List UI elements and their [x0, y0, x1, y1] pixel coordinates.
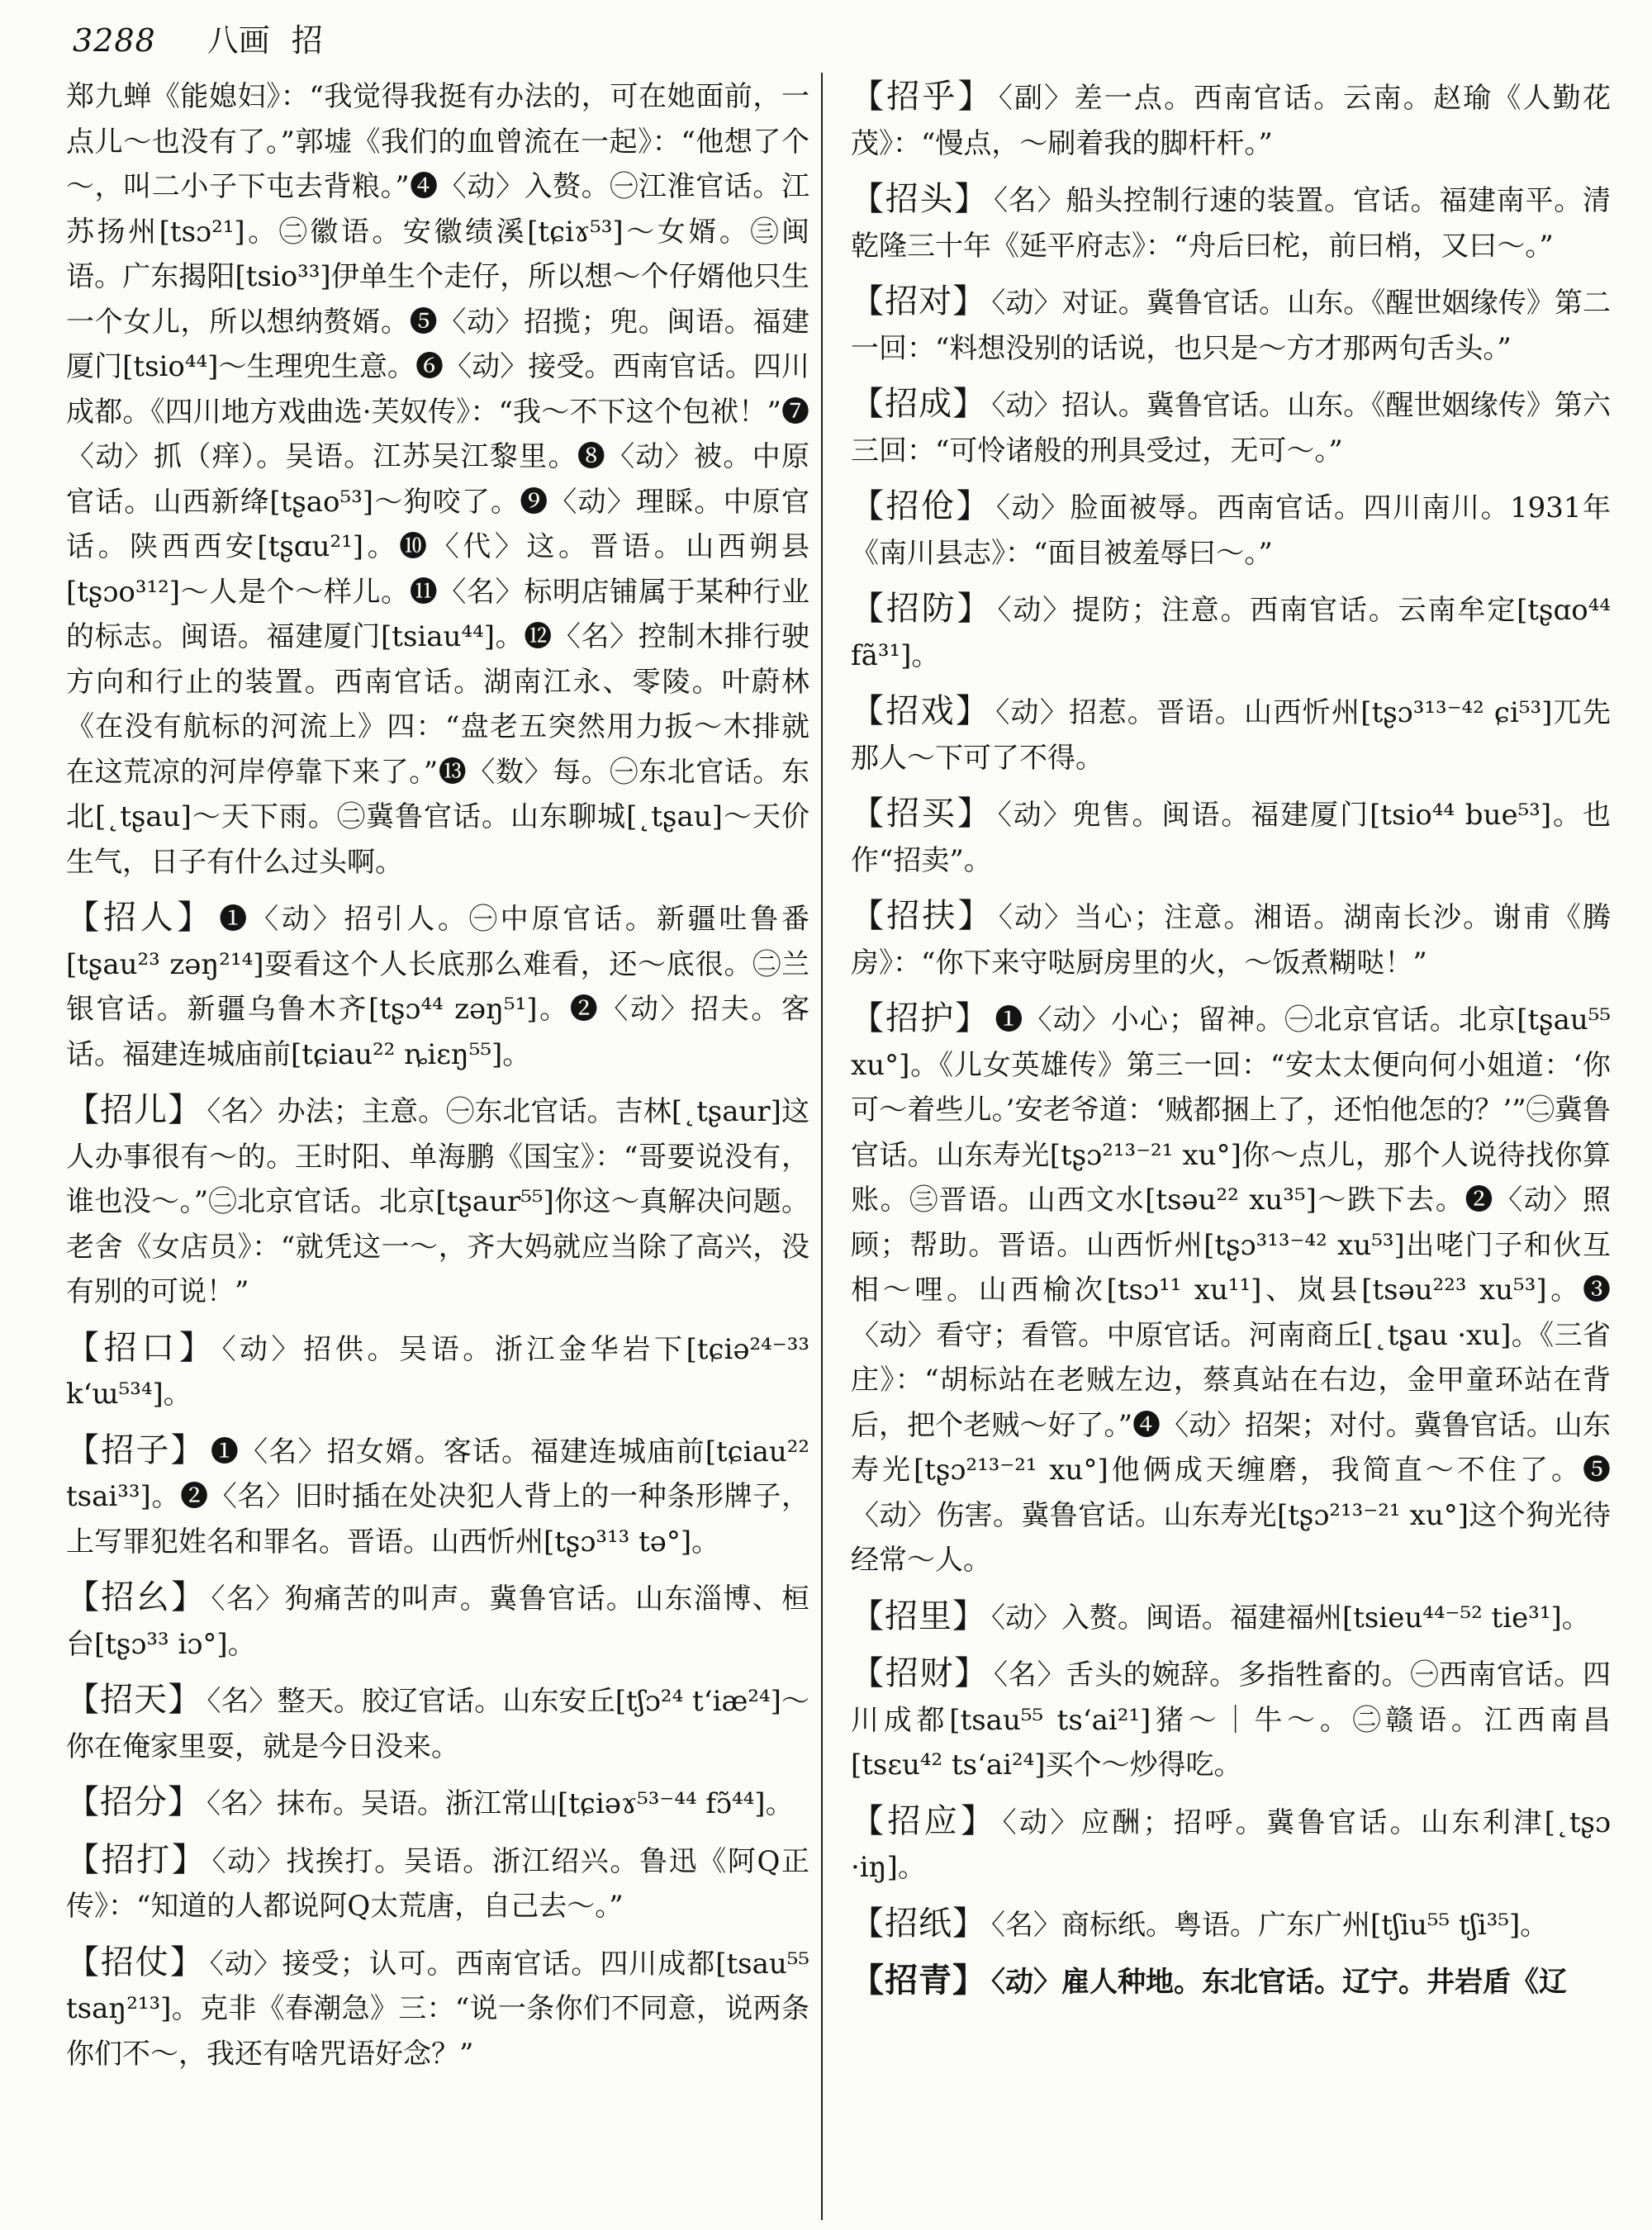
headword: 【招儿】	[66, 1091, 202, 1129]
entry-zhaocheng	[851, 382, 1611, 473]
headword: 【招戏】	[851, 692, 991, 730]
entry-text: 〈动〉雇人种地。东北官话。辽宁。井岩盾《辽	[991, 1966, 1567, 1999]
entry-zhaocai	[851, 1651, 1611, 1788]
headword: 【招口】	[66, 1328, 217, 1367]
entry-zhaoqing	[851, 1958, 1611, 2005]
headword: 【招分】	[66, 1783, 202, 1821]
entry-zhaoli	[851, 1594, 1611, 1641]
entry-zhaoying	[851, 1799, 1611, 1891]
entry-zhaokou	[66, 1326, 809, 1417]
entry-text: 〈动〉当心；注意。湘语。湖南长沙。谢甫《腾房》：“你下来守哒厨房里的火，～饭煮糊哒！”	[851, 901, 1612, 980]
entry-text: 〈动〉接受；认可。西南官话。四川成都[tsau⁵⁵ tsaŋ²¹³]。克非《春潮急》三：“说一条你们不同意，说两条你们不～，我还有啥咒语好念？”	[66, 1947, 809, 2071]
entry-text: 〈名〉商标纸。粤语。广东广州[tʃiu⁵⁵ tʃi³⁵]。	[991, 1908, 1549, 1942]
entry-continuation	[66, 74, 809, 885]
entry-text: 郑九蝉《能媳妇》：“我觉得我挺有办法的，可在她面前，一点儿～也没有了。”郭墟《我们的血曾流在一起》：“他想了个～，叫二小子下屯去背粮。”❹〈动〉入赘。㊀江淮官话。江苏扬州[tsɔ²¹]。㊁徽语。安徽绩溪[tɕiɤ⁵³]～女婿。㊂闽语。广东揭阳[tsio³³]伊单生个走仔，所以想～个仔婿他只生一个女儿，所以想纳赘婿。❺〈动〉招揽；兜。闽语。福建厦门[tsio⁴⁴]～生理兜生意。❻〈动〉接受。西南官话。四川成都。《四川地方戏曲选·芙奴传》：“我～不下这个包袱！”❼〈动〉抓（痒）。吴语。江苏吴江黎里。❽〈动〉被。中原官话。山西新绛[tʂao⁵³]～狗咬了。❾〈动〉理睬。中原官话。陕西西安[tʂɑu²¹]。❿〈代〉这。晋语。山西朔县[tʂɔo³¹²]～人是个～样儿。⓫〈名〉标明店铺属于某种行业的标志。闽语。福建厦门[tsiau⁴⁴]。⓬〈名〉控制木排行驶方向和行止的装置。西南官话。湖南江永、零陵。叶蔚林《在没有航标的河流上》四：“盘老五突然用力扳～木排就在这荒凉的河岸停靠下来了。”⓭〈数〉每。㊀东北官话。东北[˛tʂau]～天下雨。㊁冀鲁官话。山东聊城[˛tʂau]～天价生气，日子有什么过头啊。	[66, 80, 809, 879]
entry-zhaoyao	[66, 1575, 809, 1667]
headword: 【招打】	[66, 1840, 207, 1879]
entry-text: 〈名〉船头控制行速的装置。官话。福建南平。清乾隆三十年《延平府志》：“舟后曰柁，前曰梢，又曰～。”	[851, 184, 1612, 263]
entry-zhaocang	[851, 484, 1611, 576]
headword: 【招防】	[851, 590, 993, 628]
entry-text: ❶〈动〉小心；留神。㊀北京官话。北京[tʂau⁵⁵ xu°]。《儿女英雄传》第三一回：“安太太便向何小姐道：‘你可～着些儿。’安老爷道：‘贼都捆上了，还怕他怎的？’”㊁冀鲁官话。山东寿光[tʂɔ²¹³⁻²¹ xu°]你～点儿，那个人说待找你算账。㊂晋语。山西文水[tsəu²² xu³⁵]～跌下去。❷〈动〉照顾；帮助。晋语。山西忻州[tʂɔ³¹³⁻⁴² xu⁵³]出咾门子和伙互相～哩。山西榆次[tsɔ¹¹ xu¹¹]、岚县[tsəu²²³ xu⁵³]。❸〈动〉看守；看管。中原官话。河南商丘[˛tʂau ·xu]。《三省庄》：“胡标站在老贼左边，蔡真站在右边，金甲童环站在背后，把个老贼～好了。”❹〈动〉招架；对付。冀鲁官话。山东寿光[tʂɔ²¹³⁻²¹ xu°]他俩成天缠磨，我简直～不住了。❺〈动〉伤害。冀鲁官话。山东寿光[tʂɔ²¹³⁻²¹ xu°]这个狗光待经常～人。	[851, 1004, 1611, 1577]
entry-text: 〈动〉提防；注意。西南官话。云南牟定[tʂɑo⁴⁴ fã³¹]。	[851, 594, 1612, 672]
entry-zhaozi	[66, 1428, 809, 1565]
left-column	[66, 74, 809, 2087]
entry-zhaohu-1	[851, 74, 1611, 166]
headword: 【招护】	[851, 999, 990, 1037]
right-column	[851, 74, 1611, 2016]
entry-zhaoer	[66, 1088, 809, 1315]
entry-zhaomai	[851, 791, 1611, 883]
headword: 【招里】	[851, 1597, 986, 1635]
entry-text: 〈动〉招认。冀鲁官话。山东。《醒世姻缘传》第六三回：“可怜诸般的刑具受过，无可～。”	[851, 389, 1612, 467]
entry-text: 〈名〉抹布。吴语。浙江常山[tɕiəɤ⁵³⁻⁴⁴ fɔ̃⁴⁴]。	[206, 1787, 794, 1820]
entry-zhaohu-2	[851, 996, 1611, 1583]
headword: 【招财】	[851, 1654, 990, 1692]
entry-zhaofen	[66, 1780, 809, 1827]
headword: 【招人】	[66, 899, 215, 937]
headword: 【招乎】	[851, 78, 994, 116]
headword: 【招成】	[851, 385, 987, 423]
headword: 【招仗】	[66, 1943, 205, 1981]
entry-text: 〈动〉入赘。闽语。福建福州[tsieu⁴⁴⁻⁵² tie³¹]。	[991, 1601, 1590, 1635]
entry-zhaotou	[851, 177, 1611, 268]
header-character: 招	[291, 22, 323, 59]
entry-zhaozhang	[66, 1940, 809, 2077]
entry-text: ❶〈名〉招女婿。客话。福建连城庙前[tɕiau²² tsai³³]。❷〈名〉旧时插在处决犯人背上的一种条形牌子，上写罪犯姓名和罪名。晋语。山西忻州[tʂɔ³¹³ tə°]。	[66, 1435, 809, 1559]
entry-text: 〈动〉兜售。闽语。福建厦门[tsio⁴⁴ bue⁵³]。也作“招卖”。	[851, 799, 1611, 877]
headword: 【招扶】	[851, 897, 994, 935]
entry-zhaozhi	[851, 1901, 1611, 1948]
headword: 【招青】	[851, 1961, 986, 2000]
headword: 【招对】	[851, 282, 987, 320]
entry-text: 〈名〉舌头的婉辞。多指牲畜的。㊀西南官话。四川成都[tsau⁵⁵ ts‘ai²¹]猪～｜牛～。㊁赣语。江西南昌[tsɛu⁴² ts‘ai²⁴]买个～炒得吃。	[851, 1658, 1612, 1782]
entry-zhaofu	[851, 894, 1611, 985]
headword: 【招头】	[851, 180, 990, 218]
entry-text: 〈名〉办法；主意。㊀东北官话。吉林[˛tʂaur]这人办事很有～的。王时阳、单海鹏《国宝》：“哥要说没有，谁也没～。”㊁北京官话。北京[tʂaur⁵⁵]你这～真解决问题。老舍《女店员》：“就凭这一～，齐大妈就应当除了高兴，没有别的可说！”	[66, 1095, 810, 1308]
entry-zhaoda	[66, 1838, 809, 1929]
headword: 【招买】	[851, 795, 993, 833]
entry-zhaofang	[851, 586, 1611, 678]
entry-text: 〈动〉应酬；招呼。冀鲁官话。山东利津[˛tʂɔ ·iŋ]。	[851, 1805, 1611, 1884]
section-label: 八画	[206, 22, 270, 59]
entry-text: 〈副〉差一点。西南官话。云南。赵瑜《人勤花茂》：“慢点，～刷着我的脚杆杆。”	[851, 82, 1612, 160]
headword: 【招应】	[851, 1801, 998, 1840]
entry-text: 〈动〉招供。吴语。浙江金华岩下[tɕiə²⁴⁻³³ k‘ɯ⁵³⁴]。	[66, 1332, 809, 1411]
headword: 【招天】	[66, 1681, 202, 1719]
entry-zhaotian	[66, 1677, 809, 1769]
page-header	[73, 15, 323, 64]
entry-zhaoren	[66, 895, 809, 1077]
headword: 【招纸】	[851, 1904, 986, 1943]
entry-text: 〈动〉招惹。晋语。山西忻州[tʂɔ³¹³⁻⁴² ɕi⁵³]兀先那人～下可了不得。	[851, 696, 1611, 775]
entry-text: 〈动〉找挨打。吴语。浙江绍兴。鲁迅《阿Q正传》：“知道的人都说阿Q太荒唐，自己去～。”	[66, 1844, 810, 1923]
entry-text: 〈动〉对证。冀鲁官话。山东。《醒世姻缘传》第二一回：“料想没别的话说，也只是～方才那两句舌头。”	[851, 287, 1612, 365]
page-number: 3288	[73, 22, 156, 59]
column-divider	[821, 73, 823, 2220]
entry-zhaoxi	[851, 689, 1611, 780]
entry-text: 〈动〉脸面被辱。西南官话。四川南川。1931年《南川县志》：“面目被羞辱曰～。”	[851, 491, 1612, 570]
headword: 【招伧】	[851, 487, 991, 525]
headword: 【招子】	[66, 1431, 206, 1469]
entry-text: 〈名〉整天。胶辽官话。山东安丘[tʃɔ²⁴ t‘iæ²⁴]～你在俺家里耍，就是今日没来。	[66, 1685, 810, 1763]
entry-zhaodui	[851, 279, 1611, 371]
entry-text: 〈名〉狗痛苦的叫声。冀鲁官话。山东淄博、桓台[tʂɔ³³ iɔ°]。	[66, 1582, 809, 1661]
entry-text: ❶〈动〉招引人。㊀中原官话。新疆吐鲁番[tʂau²³ zəŋ²¹⁴]耍看这个人长底那么难看，还～底很。㊁兰银官话。新疆乌鲁木齐[tʂɔ⁴⁴ zəŋ⁵¹]。❷〈动〉招夫。客话。福建连城庙前[tɕiau²² ȵiɛŋ⁵⁵]。	[66, 903, 810, 1071]
headword: 【招幺】	[66, 1578, 206, 1616]
